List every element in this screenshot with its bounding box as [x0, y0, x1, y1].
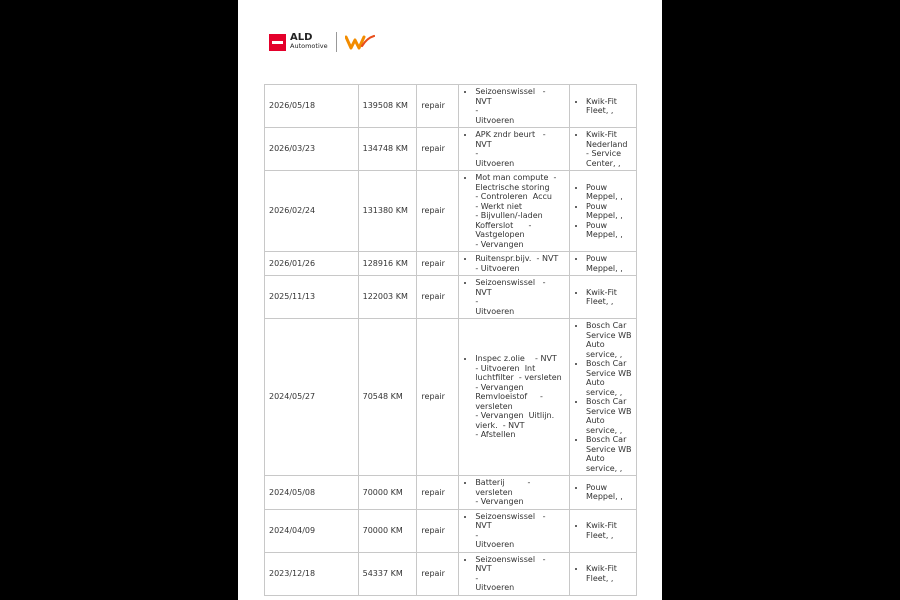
record-service-location [570, 476, 637, 510]
work-line: - Uitvoeren [475, 263, 520, 273]
ald-brand-sub: Automotive [290, 42, 328, 50]
work-line: NVT - [475, 564, 574, 583]
work-line: • Inspec z.olie - NVT [475, 354, 557, 364]
record-date: 2026/01/26 [265, 252, 359, 276]
header-logo [269, 31, 375, 53]
record-service-location [570, 252, 637, 276]
location-item: • Pouw Meppel, , [586, 483, 632, 502]
location-item: • Pouw Meppel, , [586, 202, 632, 221]
leaseplan-logo-icon [345, 34, 375, 50]
work-line: - Uitvoeren Int [475, 363, 536, 373]
work-line: Electrische storing [475, 182, 550, 192]
location-list [574, 321, 632, 473]
document-page [238, 0, 662, 600]
work-line: versleten [475, 401, 513, 411]
work-line: Uitvoeren [475, 540, 515, 549]
work-item [475, 478, 565, 507]
location-list [574, 254, 632, 273]
table-row [265, 128, 637, 171]
work-line: • Mot man compute - [475, 173, 557, 182]
work-line: vierk. - NVT [475, 420, 525, 430]
work-line: - Werkt niet [475, 201, 523, 211]
record-work-description [459, 476, 570, 510]
table-row [265, 319, 637, 476]
work-list [463, 478, 565, 507]
record-work-description [459, 171, 570, 252]
record-service-location [570, 85, 637, 128]
location-item: • Bosch Car Service WB Auto service, , [586, 435, 632, 473]
table-row [265, 476, 637, 510]
work-line: • Seizoenswissel - [475, 554, 546, 564]
table-row [265, 85, 637, 128]
record-mileage: 139508 KM [358, 85, 417, 128]
record-date: 2024/04/09 [265, 509, 359, 552]
record-service-location [570, 319, 637, 476]
work-line: Vastgelopen [475, 230, 525, 239]
location-item: • Kwik-Fit Fleet, , [586, 97, 632, 116]
work-list [463, 130, 574, 168]
record-type: repair [417, 252, 459, 276]
record-date: 2024/05/08 [265, 476, 359, 510]
ald-brand: ALD [290, 32, 313, 43]
location-item: • Pouw Meppel, , [586, 254, 632, 273]
record-work-description [459, 509, 574, 552]
work-line: - Vervangen [475, 239, 524, 249]
record-type: repair [417, 276, 459, 319]
work-list [463, 511, 574, 550]
location-item: • Pouw Meppel, , [586, 221, 632, 240]
work-list [463, 254, 565, 273]
record-work-description [459, 552, 574, 595]
work-list [463, 354, 565, 440]
work-line: Uitvoeren [475, 115, 515, 125]
record-type: repair [417, 476, 459, 510]
work-line: Uitvoeren [475, 306, 515, 316]
record-type: repair [417, 128, 459, 171]
work-line: • APK zndr beurt - [475, 130, 546, 139]
work-line: • Seizoenswissel - [475, 511, 546, 521]
work-line: Remvloeistof - [475, 392, 543, 402]
work-list [463, 278, 574, 316]
location-item: • Kwik-Fit Fleet, , [586, 521, 632, 540]
location-list [574, 97, 632, 116]
location-list [574, 130, 632, 168]
table-row [265, 509, 637, 552]
record-type: repair [417, 85, 459, 128]
work-line: • Batterij - [475, 478, 531, 487]
location-item: • Pouw Meppel, , [586, 183, 632, 202]
record-work-description [459, 85, 574, 128]
work-line: Uitvoeren [475, 158, 515, 168]
work-line: • Seizoenswissel - [475, 278, 546, 287]
work-item [475, 354, 565, 440]
record-type: repair [417, 552, 459, 595]
work-line: NVT - [475, 287, 574, 306]
record-service-location [570, 171, 637, 252]
record-mileage: 131380 KM [358, 171, 417, 252]
location-item: • Kwik-Fit Fleet, , [586, 288, 632, 307]
work-line: Kofferslot - [475, 220, 532, 230]
location-item: • Kwik-Fit Fleet, , [586, 564, 632, 583]
table-row [265, 171, 637, 252]
record-type: repair [417, 509, 459, 552]
record-date: 2023/12/18 [265, 552, 359, 595]
work-line: versleten [475, 487, 513, 497]
work-line: - Controleren Accu [475, 192, 552, 201]
record-work-description [459, 128, 574, 171]
work-line: luchtfilter - versleten [475, 373, 562, 383]
work-line: Uitvoeren [475, 583, 515, 592]
work-line: NVT - [475, 521, 574, 540]
record-work-description [459, 319, 570, 476]
location-list [574, 521, 632, 540]
work-line: • Ruitenspr.bijv. - NVT [475, 254, 559, 263]
ald-logo-text [290, 33, 328, 51]
ald-logo-mark [269, 34, 286, 51]
work-line: • Seizoenswissel - [475, 87, 546, 96]
record-date: 2024/05/27 [265, 319, 359, 476]
record-type: repair [417, 319, 459, 476]
work-list [463, 173, 565, 249]
work-item [475, 278, 574, 316]
record-date: 2025/11/13 [265, 276, 359, 319]
record-mileage: 128916 KM [358, 252, 417, 276]
table-row [265, 552, 637, 595]
record-date: 2026/02/24 [265, 171, 359, 252]
work-line: - Bijvullen/-laden [475, 211, 543, 220]
record-type: repair [417, 171, 459, 252]
work-line: - Vervangen [475, 382, 524, 392]
record-service-location [570, 509, 637, 552]
work-line: - Afstellen [475, 430, 516, 440]
location-item: • Bosch Car Service WB Auto service, , [586, 321, 632, 359]
location-item: • Bosch Car Service WB Auto service, , [586, 397, 632, 435]
record-service-location [570, 552, 637, 595]
record-mileage: 70548 KM [358, 319, 417, 476]
maintenance-history-table [264, 84, 637, 596]
location-list [574, 564, 632, 583]
work-line: - Vervangen [475, 497, 524, 506]
work-list [463, 87, 574, 125]
record-mileage: 70000 KM [358, 476, 417, 510]
work-item [475, 173, 565, 249]
record-service-location [570, 128, 637, 171]
work-item [475, 511, 574, 550]
record-mileage: 54337 KM [358, 552, 417, 595]
location-list [574, 483, 632, 502]
logo-divider [336, 32, 337, 52]
record-mileage: 134748 KM [358, 128, 417, 171]
work-list [463, 554, 574, 593]
work-line: NVT - [475, 96, 574, 115]
work-line: - Vervangen Uitlijn. [475, 411, 555, 421]
record-date: 2026/05/18 [265, 85, 359, 128]
location-list [574, 288, 632, 307]
work-line: NVT - [475, 139, 574, 158]
work-item [475, 254, 565, 273]
record-mileage: 122003 KM [358, 276, 417, 319]
record-mileage: 70000 KM [358, 509, 417, 552]
work-item [475, 130, 574, 168]
location-item: • Bosch Car Service WB Auto service, , [586, 359, 632, 397]
table-row [265, 252, 637, 276]
table-row [265, 276, 637, 319]
work-item [475, 554, 574, 593]
record-date: 2026/03/23 [265, 128, 359, 171]
work-item [475, 87, 574, 125]
record-service-location [570, 276, 637, 319]
record-work-description [459, 252, 570, 276]
location-item: • Kwik-Fit Nederland - Service Center, , [586, 130, 632, 168]
record-work-description [459, 276, 574, 319]
location-list [574, 183, 632, 240]
